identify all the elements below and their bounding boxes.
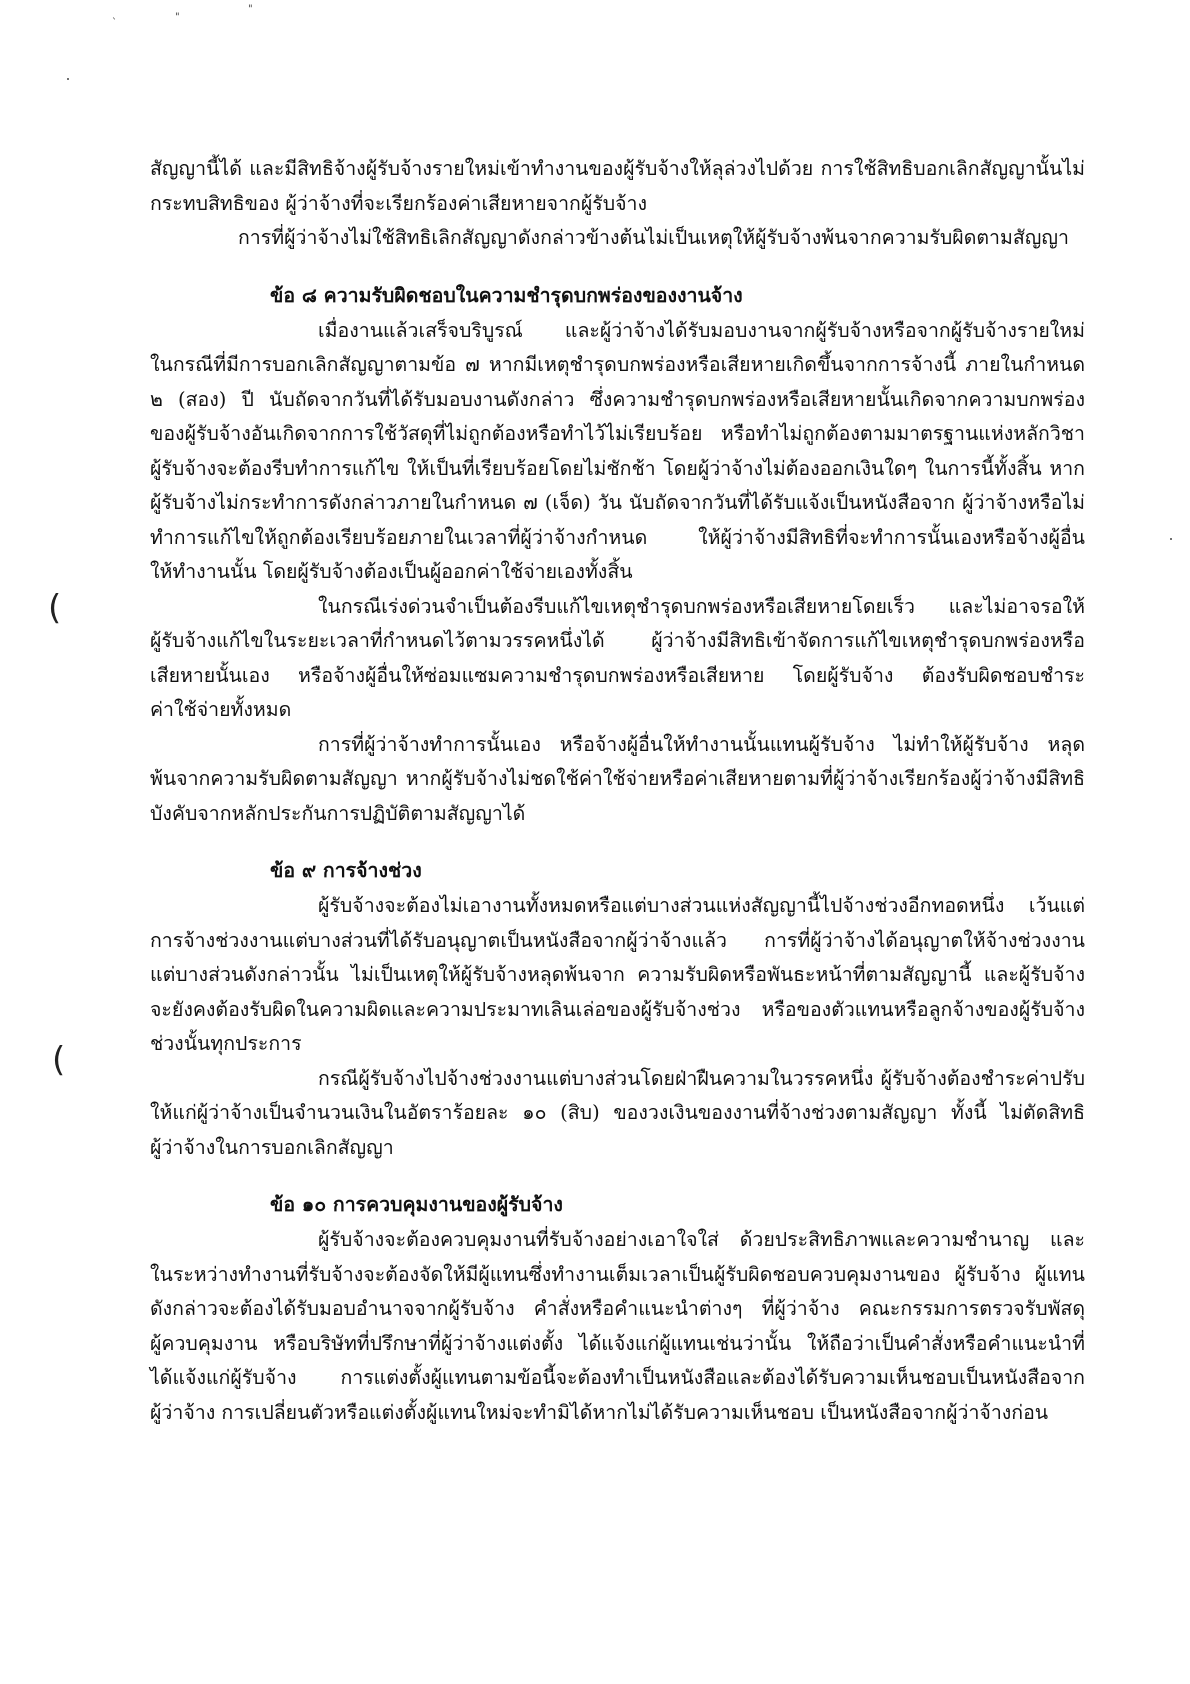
paragraph bbox=[150, 1223, 1085, 1430]
text-line: ของผู้รับจ้างอันเกิดจากการใช้วัสดุที่ไม่ถูกต้องหรือทำไว้ไม่เรียบร้อย หรือทำไม่ถูกต้องตามมาตรฐานแห่งหลักวิชา bbox=[150, 422, 1085, 445]
text-line: การจ้างช่วงงานแต่บางส่วนที่ได้รับอนุญาตเป็นหนังสือจากผู้ว่าจ้างแล้ว การที่ผู้ว่าจ้างได้อนุญาตให้จ้างช่วงงาน bbox=[150, 928, 1085, 952]
clause-heading: ข้อ ๘ ความรับผิดชอบในความชำรุดบกพร่องของงานจ้าง bbox=[270, 283, 743, 307]
text-line: ช่วงนั้นทุกประการ bbox=[150, 1032, 302, 1055]
text-line: กระทบสิทธิของ ผู้ว่าจ้างที่จะเรียกร้องค่าเสียหายจากผู้รับจ้าง bbox=[150, 191, 648, 215]
text-line: ผู้ว่าจ้าง การเปลี่ยนตัวหรือแต่งตั้งผู้แทนใหม่จะทำมิได้หากไม่ได้รับความเห็นชอบ เป็นหนังสือจากผู้ว่าจ้างก่อน bbox=[150, 1400, 1049, 1424]
clause-heading: ข้อ ๑๐ การควบคุมงานของผู้รับจ้าง bbox=[270, 1193, 563, 1216]
text-line: ในกรณีที่มีการบอกเลิกสัญญาตามข้อ ๗ หากมีเหตุชำรุดบกพร่องหรือเสียหายเกิดขึ้นจากการจ้างนี้ ภายในกำหนด bbox=[150, 353, 1085, 376]
text-line: ให้ทำงานนั้น โดยผู้รับจ้างต้องเป็นผู้ออกค่าใช้จ่ายเองทั้งสิ้น bbox=[150, 560, 633, 583]
text-line: กรณีผู้รับจ้างไปจ้างช่วงงานแต่บางส่วนโดยฝ่าฝืนความในวรรคหนึ่ง ผู้รับจ้างต้องชำระค่าปรับ bbox=[318, 1066, 1085, 1090]
top-fragment bbox=[150, 152, 1085, 256]
paragraph bbox=[150, 889, 1085, 1062]
text-line: เสียหายนั้นเอง หรือจ้างผู้อื่นให้ซ่อมแซมความชำรุดบกพร่องหรือเสียหาย โดยผู้รับจ้าง ต้องรับผิดชอบชำระ bbox=[150, 663, 1085, 687]
text-line: ในระหว่างทำงานที่รับจ้างจะต้องจัดให้มีผู้แทนซึ่งทำงานเต็มเวลาเป็นผู้รับผิดชอบควบคุมงานของ ผู้รับจ้าง ผู้แทน bbox=[150, 1262, 1085, 1286]
text-line: พ้นจากความรับผิดตามสัญญา หากผู้รับจ้างไม่ชดใช้ค่าใช้จ่ายหรือค่าเสียหายตามที่ผู้ว่าจ้างเรียกร้องผู้ว่าจ้างมีสิทธิ bbox=[150, 767, 1085, 790]
paragraph bbox=[150, 314, 1085, 590]
text-line: บังคับจากหลักประกันการปฏิบัติตามสัญญาได้ bbox=[150, 801, 526, 825]
text-line: สัญญานี้ได้ และมีสิทธิจ้างผู้รับจ้างรายใหม่เข้าทำงานของผู้รับจ้างให้ลุล่วงไปด้วย การใช้สิทธิบอกเลิกสัญญานั้นไม่ bbox=[150, 157, 1085, 180]
clause-10 bbox=[150, 1187, 1085, 1430]
paragraph bbox=[150, 728, 1085, 832]
text-line: ดังกล่าวจะต้องได้รับมอบอำนาจจากผู้รับจ้าง คำสั่งหรือคำแนะนำต่างๆ ที่ผู้ว่าจ้าง คณะกรรมการตรวจรับพัสดุ bbox=[150, 1297, 1085, 1320]
text-line: ผู้ว่าจ้างในการบอกเลิกสัญญา bbox=[150, 1135, 394, 1159]
text-line: ได้แจ้งแก่ผู้รับจ้าง การแต่งตั้งผู้แทนตามข้อนี้จะต้องทำเป็นหนังสือและต้องได้รับความเห็นชอบเป็นหนังสือจาก bbox=[150, 1366, 1085, 1389]
scan-speck: " bbox=[175, 12, 180, 23]
scan-speck bbox=[1170, 538, 1172, 540]
text-line: ผู้รับจ้างจะต้องไม่เอางานทั้งหมดหรือแต่บางส่วนแห่งสัญญานี้ไปจ้างช่วงอีกทอดหนึ่ง เว้นแต่ bbox=[318, 894, 1085, 917]
document-body bbox=[150, 152, 1085, 1430]
paragraph bbox=[150, 1062, 1085, 1166]
text-line: การที่ผู้ว่าจ้างไม่ใช้สิทธิเลิกสัญญาดังกล่าวข้างต้นไม่เป็นเหตุให้ผู้รับจ้างพ้นจากความรับผิดตามสัญญา bbox=[238, 226, 1069, 249]
text-line: ให้แก่ผู้ว่าจ้างเป็นจำนวนเงินในอัตราร้อยละ ๑๐ (สิบ) ของวงเงินของงานที่จ้างช่วงตามสัญญา ทั้งนี้ ไม่ตัดสิทธิ bbox=[150, 1101, 1085, 1124]
scan-speck: " bbox=[248, 4, 253, 15]
text-line: ๒ (สอง) ปี นับถัดจากวันที่ได้รับมอบงานดังกล่าว ซึ่งความชำรุดบกพร่องหรือเสียหายนั้นเกิดจากความบกพร่อง bbox=[150, 387, 1085, 411]
text-line: ในกรณีเร่งด่วนจำเป็นต้องรีบแก้ไขเหตุชำรุดบกพร่องหรือเสียหายโดยเร็ว และไม่อาจรอให้ bbox=[318, 594, 1085, 618]
hole-punch-mark: ( bbox=[48, 588, 62, 628]
text-line: ผู้รับจ้างแก้ไขในระยะเวลาที่กำหนดไว้ตามวรรคหนึ่งได้ ผู้ว่าจ้างมีสิทธิเข้าจัดการแก้ไขเหตุชำรุดบกพร่องหรือ bbox=[150, 629, 1085, 652]
text-line: การที่ผู้ว่าจ้างทำการนั้นเอง หรือจ้างผู้อื่นให้ทำงานนั้นแทนผู้รับจ้าง ไม่ทำให้ผู้รับจ้าง หลุด bbox=[318, 732, 1085, 756]
text-line: จะยังคงต้องรับผิดในความผิดและความประมาทเลินเล่อของผู้รับจ้างช่วง หรือของตัวแทนหรือลูกจ้างของผู้รับจ้าง bbox=[150, 997, 1085, 1021]
text-line: ผู้รับจ้างจะต้องรีบทำการแก้ไข ให้เป็นที่เรียบร้อยโดยไม่ชักช้า โดยผู้ว่าจ้างไม่ต้องออกเงินใดๆ ในการนี้ทั้งสิ้น หาก bbox=[150, 456, 1085, 480]
paragraph bbox=[150, 590, 1085, 728]
text-line: แต่บางส่วนดังกล่าวนั้น ไม่เป็นเหตุให้ผู้รับจ้างหลุดพ้นจาก ความรับผิดหรือพันธะหน้าที่ตามสัญญานี้ และผู้รับจ้าง bbox=[150, 963, 1085, 986]
text-line: ผู้ควบคุมงาน หรือบริษัทที่ปรึกษาที่ผู้ว่าจ้างแต่งตั้ง ได้แจ้งแก่ผู้แทนเช่นว่านั้น ให้ถือว่าเป็นคำสั่งหรือคำแนะนำที่ bbox=[150, 1331, 1085, 1355]
clause-heading: ข้อ ๙ การจ้างช่วง bbox=[270, 859, 422, 882]
text-line: เมื่องานแล้วเสร็จบริบูรณ์ และผู้ว่าจ้างได้รับมอบงานจากผู้รับจ้างหรือจากผู้รับจ้างรายใหม่ bbox=[318, 318, 1085, 342]
text-line: ผู้รับจ้างจะต้องควบคุมงานที่รับจ้างอย่างเอาใจใส่ ด้วยประสิทธิภาพและความชำนาญ และ bbox=[318, 1228, 1085, 1251]
scan-speck: ˋ bbox=[112, 18, 117, 29]
clause-8 bbox=[150, 278, 1085, 832]
text-line: ค่าใช้จ่ายทั้งหมด bbox=[150, 698, 292, 721]
scan-speck bbox=[67, 78, 69, 80]
text-line: ผู้รับจ้างไม่กระทำการดังกล่าวภายในกำหนด ๗ (เจ็ด) วัน นับถัดจากวันที่ได้รับแจ้งเป็นหนังสือจาก ผู้ว่าจ้างหรือไม่ bbox=[150, 491, 1085, 514]
clause-9 bbox=[150, 853, 1085, 1165]
hole-punch-mark: ( bbox=[52, 1040, 66, 1080]
text-line: ทำการแก้ไขให้ถูกต้องเรียบร้อยภายในเวลาที่ผู้ว่าจ้างกำหนด ให้ผู้ว่าจ้างมีสิทธิที่จะทำการนั้นเองหรือจ้างผู้อื่น bbox=[150, 525, 1085, 549]
